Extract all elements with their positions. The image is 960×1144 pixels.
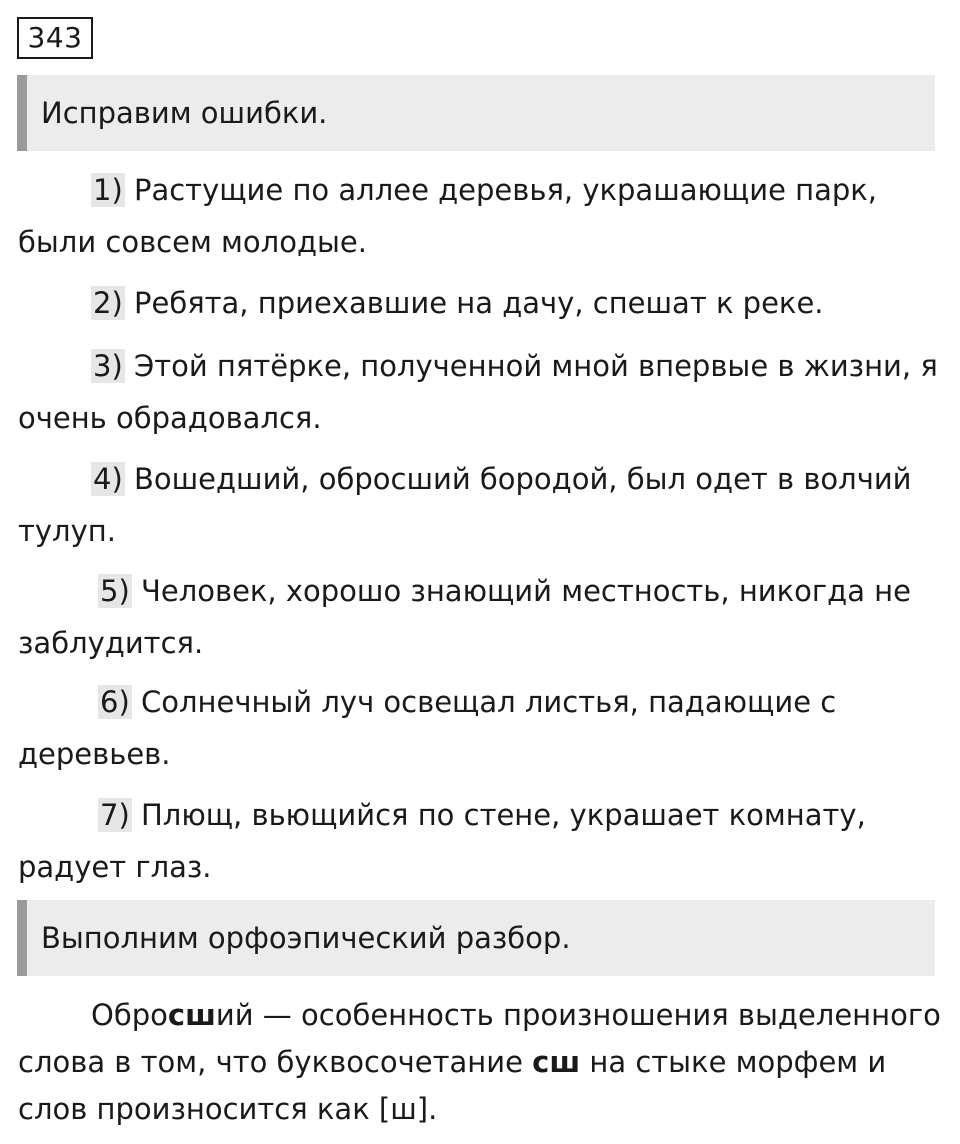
explanation-text-b: на стыке морфем и слов произносится как [ш]. — [18, 1045, 887, 1126]
item-text: Солнечный луч освещал листья, падающие с деревьев. — [18, 685, 837, 771]
item-number: 5) — [100, 574, 130, 608]
orthoepic-explanation — [18, 992, 953, 1133]
item-text: Вошедший, обросший бородой, был одет в волчий тулуп. — [18, 462, 912, 548]
word-end: ий — [215, 998, 254, 1032]
task-number: 343 — [17, 17, 93, 59]
item-text: Человек, хорошо знающий местность, никогда не заблудится. — [18, 574, 911, 660]
explanation-text-a: — особенность произношения выделенного слова в том, что буквосочетание — [18, 998, 941, 1079]
list-item — [18, 340, 948, 444]
list-item — [18, 164, 948, 268]
item-text: Ребята, приехавшие на дачу, спешат к реке. — [124, 286, 824, 320]
list-item — [18, 277, 948, 329]
item-number: 7) — [100, 798, 130, 832]
list-item — [18, 453, 948, 557]
item-number: 6) — [100, 685, 130, 719]
section-heading-orthoepic: Выполним орфоэпический разбор. — [17, 900, 935, 976]
list-item — [18, 565, 948, 669]
item-text: Этой пятёрке, полученной мной впервые в жизни, я очень обрадовался. — [18, 349, 938, 435]
bold-letter-combo: сш — [532, 1045, 581, 1079]
list-item — [18, 789, 948, 893]
item-text: Растущие по аллее деревья, украшающие парк, были совсем молодые. — [18, 173, 878, 259]
item-number: 2) — [93, 286, 123, 320]
item-number: 1) — [93, 173, 123, 207]
item-text: Плющ, вьющийся по стене, украшает комнату, радует глаз. — [18, 798, 866, 884]
word-start: Обро — [91, 998, 168, 1032]
section-heading-errors: Исправим ошибки. — [17, 75, 935, 151]
item-number: 3) — [93, 349, 123, 383]
list-item — [18, 676, 948, 780]
item-number: 4) — [93, 462, 123, 496]
word-bold-part: сш — [167, 998, 216, 1032]
